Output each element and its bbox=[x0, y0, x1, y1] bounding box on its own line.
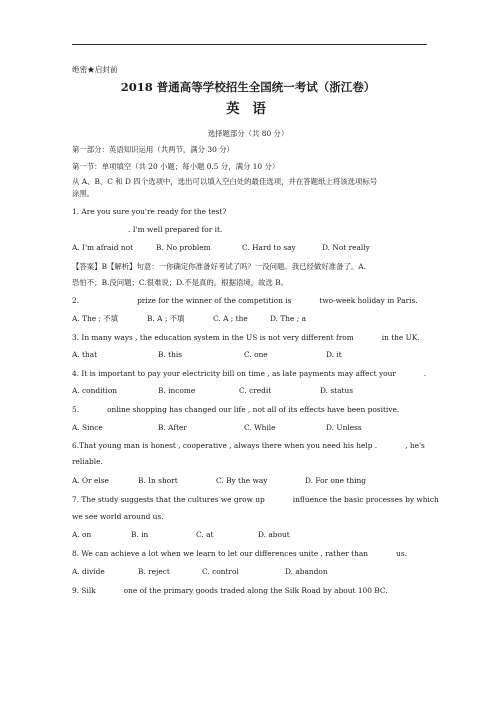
q9-stem bbox=[72, 586, 388, 596]
q4-text-2: . bbox=[423, 369, 427, 378]
q6-option-c: C. By the way bbox=[216, 476, 268, 485]
q6-option-d: D. For one thing bbox=[305, 476, 366, 485]
q3-option-c: C. one bbox=[244, 350, 268, 359]
q5-option-c: C. While bbox=[244, 423, 276, 432]
q8-stem bbox=[72, 549, 407, 559]
q4-option-a: A. condition bbox=[72, 386, 118, 395]
q7-option-a: A. on bbox=[72, 530, 92, 539]
q3-stem bbox=[72, 333, 420, 343]
q6-stem bbox=[72, 441, 425, 451]
q9-text-2: one of the primary goods traded along the Silk Road by about 100 BC. bbox=[123, 586, 388, 595]
q5-option-a: A. Since bbox=[72, 423, 103, 432]
q6-continuation: reliable. bbox=[72, 457, 103, 466]
q2-option-b: B. A ; 不填 bbox=[147, 314, 185, 323]
q7-option-b: B. in bbox=[131, 530, 149, 539]
q3-text-1: 3. In many ways , the education system in the US is not very different from bbox=[72, 333, 354, 342]
q6-text-1: 6.That young man is honest , cooperative , always there when you need his help . bbox=[72, 441, 378, 450]
q1-answer-line-2: 恐怕不；B.没问题；C.很难说；D.不是真的。根据语境，故选 B。 bbox=[72, 278, 289, 287]
q1-option-d: D. Not really bbox=[322, 243, 370, 252]
q8-text-1: 8. We can achieve a lot when we learn to let our differences unite , rather than bbox=[72, 549, 369, 558]
q2-option-c: C. A ; the bbox=[213, 314, 248, 323]
q8-option-d: D. abandon bbox=[285, 567, 328, 576]
q8-text-2: us. bbox=[396, 549, 407, 558]
part-title: 选择题部分（共 80 分） bbox=[207, 129, 289, 138]
q1-stem: 1. Are you sure you're ready for the test? bbox=[72, 207, 227, 216]
q6-text-2: , he's bbox=[405, 441, 425, 450]
q2-text-2: two-week holiday in Paris. bbox=[319, 296, 418, 305]
q7-option-c: C. at bbox=[196, 530, 214, 539]
q8-option-a: A. divide bbox=[72, 567, 105, 576]
q7-text-1: 7. The study suggests that the cultures we grow up bbox=[72, 495, 265, 504]
q8-option-b: B. reject bbox=[138, 567, 170, 576]
q2-number: 2. bbox=[72, 296, 80, 305]
header-rule bbox=[72, 44, 427, 45]
instruction-line-1: 从 A、B、C 和 D 四个选项中，选出可以填入空白处的最佳选项，并在答题纸上将该选项标号 bbox=[72, 177, 378, 186]
q4-text-1: 4. It is important to pay your electricity bill on time , as late payments may affect your bbox=[72, 369, 396, 378]
q5-stem bbox=[72, 405, 399, 415]
q6-option-a: A. Or else bbox=[72, 476, 109, 485]
q7-continuation: we see world around us. bbox=[72, 512, 164, 521]
q2-text-1: prize for the winner of the competition is bbox=[137, 296, 292, 305]
q4-option-d: D. status bbox=[320, 386, 354, 395]
q7-option-d: D. about bbox=[258, 530, 290, 539]
q1-answer-line-1: 【答案】B【解析】句意：一你确定你准备好考试了吗？一没问题。我已经做好准备了。A. bbox=[72, 262, 366, 271]
q2-option-d: D. The ; a bbox=[270, 314, 307, 323]
instruction-line-2: 涂黑。 bbox=[72, 189, 95, 198]
q4-option-c: C. credit bbox=[239, 386, 272, 395]
q7-text-2: influence the basic processes by which bbox=[292, 495, 439, 504]
part1-heading: 第一部分：英语知识运用（共两节，满分 30 分） bbox=[72, 145, 234, 154]
exam-title: 2018 普通高等学校招生全国统一考试（浙江卷） bbox=[120, 80, 376, 94]
q9-text-1: 9. Silk bbox=[72, 586, 96, 595]
q5-option-b: B. After bbox=[158, 423, 187, 432]
q1-continuation: . I'm well prepared for it. bbox=[128, 225, 223, 234]
q7-stem bbox=[72, 495, 439, 505]
q6-option-b: B. In short bbox=[138, 476, 178, 485]
q8-option-c: C. control bbox=[202, 567, 239, 576]
q2-option-a: A. The ; 不填 bbox=[72, 314, 119, 323]
section1-heading: 第一节：单项填空（共 20 小题；每小题 0.5 分，满分 10 分） bbox=[72, 162, 280, 171]
q4-stem bbox=[72, 369, 426, 379]
q1-option-b: B. No problem bbox=[156, 243, 211, 252]
q3-option-b: B. this bbox=[158, 350, 183, 359]
q3-option-a: A. that bbox=[72, 350, 98, 359]
q1-option-c: C. Hard to say bbox=[242, 243, 296, 252]
q5-number: 5. bbox=[72, 405, 80, 414]
q3-text-2: in the UK. bbox=[381, 333, 420, 342]
q3-option-d: D. it bbox=[326, 350, 342, 359]
q4-option-b: B. income bbox=[158, 386, 196, 395]
q1-option-a: A. I'm afraid not bbox=[72, 243, 134, 252]
subject-title: 英 语 bbox=[226, 101, 270, 117]
q5-text: online shopping has changed our life , not all of its effects have been positive. bbox=[107, 405, 400, 414]
secret-mark: 绝密★启封前 bbox=[72, 65, 118, 74]
q2-stem bbox=[72, 296, 418, 306]
q5-option-d: D. Unless bbox=[326, 423, 362, 432]
